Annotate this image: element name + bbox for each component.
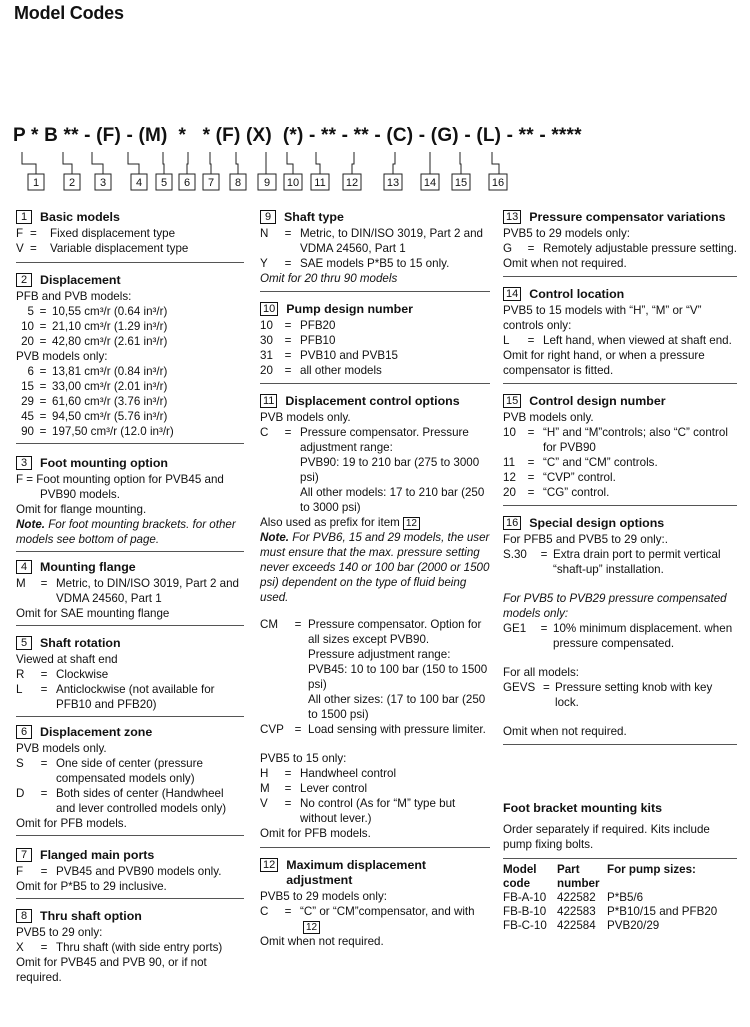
- code-desc: Pressure adjustment range:: [308, 648, 451, 661]
- code-key: CM: [260, 618, 279, 631]
- section-title: Flanged main ports: [40, 848, 155, 862]
- code-key: 20: [503, 486, 516, 499]
- table-cell: PVB20/29: [607, 919, 660, 932]
- table-cell: P*B5/6: [607, 891, 644, 904]
- code-key: S.30: [503, 548, 527, 561]
- section-line: F = Foot mounting option for PVB45 and: [16, 473, 224, 486]
- section-omit: Omit for SAE mounting flange: [16, 607, 170, 620]
- divider: [503, 858, 737, 859]
- section-title: Shaft type: [284, 210, 344, 224]
- code-key: 45: [21, 410, 34, 423]
- code-key: 5: [27, 305, 34, 318]
- code-desc: Pressure compensator. Option for all sizes except PVB90.: [308, 618, 482, 646]
- code-position-number: 16: [491, 177, 505, 189]
- section-displacement: 2 Displacement PFB and PVB models: 5 = 10,55 cm³/r (0.64 in³/r) 10 = 21,10 cm³/r (1.29 in³/r) 20 = 42,80 cm³/r (2.61 in³/r) PVB models only: 6 = 13,81 cm³/r (0.84 in³/r) 15 = 33,00 cm³/r (2.01 in³/r) 29 = 61,60 cm³/r (3.76 in³/r) 45 = 94,50 cm³/r (5.76 in³/r) 90 = 197,50 cm³/r (12.0 in³/r): [16, 273, 244, 439]
- section-omit: Omit for PVB45 and PVB 90, or if not required.: [16, 956, 207, 984]
- code-key: GE1: [503, 622, 527, 635]
- code-key: 15: [21, 380, 34, 393]
- section-omit: Omit for flange mounting.: [16, 503, 147, 516]
- kits-table: [503, 863, 717, 933]
- foot-bracket-kits: [503, 801, 737, 933]
- code-position-number: 7: [207, 177, 215, 189]
- code-desc: Extra drain port to permit vertical “shaft-up” installation.: [553, 548, 721, 576]
- code-key: 90: [21, 425, 34, 438]
- section-number: 3: [16, 456, 32, 470]
- section-number: 14: [503, 287, 521, 301]
- section-omit: Omit when not required.: [260, 935, 384, 948]
- code-desc: “CVP” control.: [543, 471, 616, 484]
- table-header: Model code: [503, 863, 537, 890]
- section-thru-shaft: 8 Thru shaft option PVB5 to 29 only: X = Thru shaft (with side entry ports) Omit for PVB45 and PVB 90, or if not required.: [16, 909, 244, 985]
- section-number: 4: [16, 560, 32, 574]
- column-middle: [260, 210, 490, 949]
- section-title: Pump design number: [286, 302, 413, 316]
- code-desc: “C” or “CM”compensator, and with: [300, 905, 475, 918]
- section-omit: Omit when not required.: [503, 725, 627, 738]
- code-key: V: [260, 797, 268, 810]
- divider: [503, 383, 737, 384]
- section-number: 11: [260, 394, 277, 408]
- section-title: Displacement: [40, 273, 121, 287]
- code-desc: No control (As for “M” type but without lever.): [300, 797, 456, 825]
- code-key: G: [503, 242, 513, 255]
- code-desc: Metric, to DIN/ISO 3019, Part 2 and VDMA 24560, Part 1: [300, 227, 484, 255]
- code-key: M: [16, 577, 26, 590]
- section-number: 9: [260, 210, 276, 224]
- section-intro: PVB5 to 29 models only:: [260, 890, 387, 903]
- section-omit: Omit for PFB models.: [16, 817, 127, 830]
- divider: [503, 505, 737, 506]
- code-desc: All other sizes: (17 to 100 bar (250 to 1500 psi): [308, 693, 486, 721]
- divider: [16, 716, 244, 717]
- code-desc: Thru shaft (with side entry ports): [56, 941, 223, 954]
- section-displacement-control: 11 Displacement control options PVB models only. C = Pressure compensator. Pressure adjustment range: PVB90: 19 to 210 bar (275 to 3000 psi) All other models: 17 to 210 bar (250 to 3000 psi) Also used as prefix for item 12 Note. For PVB6, 15 and 29 models, the user must ensure that the max. pressure setting never exceeds 140 or 100 bar (2000 or 1500 psi) dependent on the type of fluid being used. CM = Pressure compensator. Option for all sizes except PVB90. Pressure adjustment range: PVB45: 10 to 100 bar (150 to 1500 psi) All other sizes: (17 to 100 bar (250 to 1500 psi) CVP = Load sensing with pressure limiter. PVB5 to 15 only: H = Handwheel control M = Lever control V = No control (As for “M” type but without lever.) Omit for PFB models.: [260, 394, 490, 840]
- section-intro: PVB models only.: [260, 411, 351, 424]
- code-position-number: 11: [314, 177, 326, 189]
- divider: [16, 443, 244, 444]
- section-number: 2: [16, 273, 32, 287]
- code-key: 10: [503, 426, 516, 439]
- section-title: Displacement control options: [285, 394, 460, 408]
- code-position-number: 5: [160, 177, 168, 189]
- code-desc: Handwheel control: [300, 767, 397, 780]
- table-cell: P*B10/15 and PFB20: [607, 905, 718, 918]
- code-key: F: [16, 227, 24, 240]
- section-title: Basic models: [40, 210, 120, 224]
- section-number: 15: [503, 394, 521, 408]
- section-control-design-number: 15 Control design number PVB models only. 10 = “H” and “M”controls; also “C” control for PVB90 11 = “C” and “CM” controls. 12 = “CVP” control. 20 = “CG” control.: [503, 394, 737, 500]
- column-left: [16, 210, 244, 985]
- code-position-number: 3: [99, 177, 107, 189]
- code-key: 30: [260, 334, 273, 347]
- code-desc: PFB10: [300, 334, 336, 347]
- section-max-displacement: 12 Maximum displacement adjustment PVB5 to 29 models only: C = “C” or “CM”compensator, and with12 Omit when not required.: [260, 858, 490, 949]
- table-row: [503, 905, 717, 919]
- code-desc: 61,60 cm³/r (3.76 in³/r): [52, 395, 168, 408]
- section-omit: Omit for PFB models.: [260, 827, 371, 840]
- code-key: M: [260, 782, 270, 795]
- code-key: 31: [260, 349, 273, 362]
- section-shaft-type: 9 Shaft type N = Metric, to DIN/ISO 3019, Part 2 and VDMA 24560, Part 1 Y = SAE models P*B5 to 15 only. Omit for 20 thru 90 models: [260, 210, 490, 286]
- code-key: 11: [503, 456, 516, 469]
- code-desc: Metric, to DIN/ISO 3019, Part 2 and VDMA 24560, Part 1: [56, 577, 240, 605]
- code-position-number: 1: [32, 177, 40, 189]
- code-desc: All other models: 17 to 210 bar (250 to 3000 psi): [300, 486, 485, 514]
- section-intro: PVB models only.: [16, 742, 107, 755]
- code-desc: 33,00 cm³/r (2.01 in³/r): [52, 380, 168, 393]
- section-number: 12: [260, 858, 278, 872]
- code-desc: 10% minimum displacement. when pressure compensated.: [553, 622, 733, 650]
- section-omit: Omit for right hand, or when a pressure compensator is fitted.: [503, 349, 705, 377]
- kits-description: Order separately if required. Kits include pump fixing bolts.: [503, 823, 710, 851]
- section-intro: PVB5 to 29 only:: [16, 926, 103, 939]
- section-shaft-rotation: 5 Shaft rotation Viewed at shaft end R = Clockwise L = Anticlockwise (not available for PFB10 and PFB20): [16, 636, 244, 712]
- code-desc: PVB90: 19 to 210 bar (275 to 3000 psi): [300, 456, 480, 484]
- section-pressure-comp-variations: 13 Pressure compensator variations PVB5 to 29 models only: G = Remotely adjustable pressure setting. Omit when not required.: [503, 210, 737, 270]
- table-row: [503, 919, 717, 933]
- code-desc: SAE models P*B5 to 15 only.: [300, 257, 450, 270]
- code-desc: Variable displacement type: [50, 242, 189, 255]
- section-number: 8: [16, 909, 32, 923]
- code-position-number: 14: [423, 177, 437, 189]
- section-number: 13: [503, 210, 521, 224]
- divider: [260, 383, 490, 384]
- table-cell: FB-A-10: [503, 891, 547, 904]
- section-line: PVB90 models.: [40, 488, 120, 501]
- section-intro: PVB5 to 29 models only:: [503, 227, 630, 240]
- code-key: 10: [260, 319, 273, 332]
- section-control-location: 14 Control location PVB5 to 15 models with “H”, “M” or “V” controls only: L = Left hand, when viewed at shaft end. Omit for right hand, or when a pressure compensator is fitted.: [503, 287, 737, 378]
- section-title: Special design options: [529, 516, 665, 530]
- divider: [16, 898, 244, 899]
- code-desc: 42,80 cm³/r (2.61 in³/r): [52, 335, 168, 348]
- code-key: R: [16, 668, 25, 681]
- divider: [260, 291, 490, 292]
- section-omit: Omit for P*B5 to 29 inclusive.: [16, 880, 167, 893]
- section-title: Maximum displacement adjustment: [286, 858, 427, 887]
- section-intro: Viewed at shaft end: [16, 653, 118, 666]
- section-number: 16: [503, 516, 521, 530]
- section-title: Shaft rotation: [40, 636, 121, 650]
- code-key: C: [260, 905, 269, 918]
- section-title: Foot mounting option: [40, 456, 168, 470]
- section-foot-mounting: [16, 456, 244, 547]
- table-header: For pump sizes:: [607, 863, 696, 876]
- divider: [16, 551, 244, 552]
- model-code-string: P * B ** - (F) - (M) * * (F) (X) (*) - ** - ** - (C) - (G) - (L) - ** - ****: [13, 125, 582, 146]
- section-intro: For all models:: [503, 666, 580, 679]
- code-desc: “C” and “CM” controls.: [543, 456, 658, 469]
- code-desc: 197,50 cm³/r (12.0 in³/r): [52, 425, 174, 438]
- note-label: Note.: [260, 531, 289, 544]
- code-desc: PVB10 and PVB15: [300, 349, 398, 362]
- code-key: L: [16, 683, 23, 696]
- section-title: Displacement zone: [40, 725, 153, 739]
- table-cell: 422583: [557, 905, 596, 918]
- section-number: 6: [16, 725, 32, 739]
- section-number: 7: [16, 848, 32, 862]
- code-position-number: 8: [234, 177, 242, 189]
- section-number: 10: [260, 302, 278, 316]
- code-desc: Pressure compensator. Pressure adjustment range:: [300, 426, 469, 454]
- code-position-number: 6: [183, 177, 191, 189]
- code-key: 29: [21, 395, 34, 408]
- section-title: Pressure compensator variations: [529, 210, 726, 224]
- code-key: Y: [260, 257, 268, 270]
- kits-title: Foot bracket mounting kits: [503, 801, 663, 815]
- code-desc: Anticlockwise (not available for PFB10 and PFB20): [56, 683, 215, 711]
- code-desc: Left hand, when viewed at shaft end.: [543, 334, 732, 347]
- code-desc: PVB45 and PVB90 models only.: [56, 865, 222, 878]
- section-intro: PFB and PVB models:: [16, 290, 132, 303]
- note-label: Note.: [16, 518, 45, 531]
- section-omit: Omit when not required.: [503, 257, 627, 270]
- section-title: Mounting flange: [40, 560, 136, 574]
- prefix-text: Also used as prefix for item: [260, 516, 400, 529]
- section-title: Control design number: [529, 394, 666, 408]
- code-desc: Fixed displacement type: [50, 227, 176, 240]
- item-ref-badge: 12: [403, 517, 420, 530]
- code-desc: 10,55 cm³/r (0.64 in³/r): [52, 305, 168, 318]
- code-desc: PFB20: [300, 319, 336, 332]
- code-key: V: [16, 242, 24, 255]
- code-desc: 94,50 cm³/r (5.76 in³/r): [52, 410, 168, 423]
- code-position-number: 13: [386, 177, 400, 189]
- note-text: For foot mounting brackets. for other models see bottom of page.: [16, 518, 236, 546]
- code-position-number: 2: [68, 177, 76, 189]
- table-cell: FB-B-10: [503, 905, 547, 918]
- section-intro: For PVB5 to PVB29 pressure compensated models only:: [503, 592, 727, 620]
- code-key: L: [503, 334, 510, 347]
- table-cell: 422582: [557, 891, 596, 904]
- section-title: Thru shaft option: [40, 909, 142, 923]
- table-cell: FB-C-10: [503, 919, 547, 932]
- column-right: [503, 210, 737, 933]
- divider: [503, 276, 737, 277]
- code-position-number: 9: [263, 177, 271, 189]
- table-row: [503, 891, 717, 905]
- section-pump-design-number: 10 Pump design number 10 = PFB20 30 = PFB10 31 = PVB10 and PVB15 20 = all other models: [260, 302, 490, 378]
- code-desc: PVB45: 10 to 100 bar (150 to 1500 psi): [308, 663, 488, 691]
- code-desc: Pressure setting knob with key lock.: [555, 681, 713, 709]
- code-bracket-diagram: [0, 150, 750, 195]
- section-intro: PVB5 to 15 only:: [260, 752, 347, 765]
- code-desc: “CG” control.: [543, 486, 610, 499]
- code-key: CVP: [260, 723, 284, 736]
- code-position-number: 4: [135, 177, 143, 189]
- page-title: Model Codes: [14, 3, 124, 23]
- code-key: 6: [27, 365, 34, 378]
- code-key: D: [16, 787, 25, 800]
- table-header: Part number: [557, 863, 600, 890]
- code-desc: Load sensing with pressure limiter.: [308, 723, 486, 736]
- section-number: 5: [16, 636, 32, 650]
- code-desc: One side of center (pressure compensated models only): [56, 757, 203, 785]
- section-intro: PVB5 to 15 models with “H”, “M” or “V” controls only:: [503, 304, 702, 332]
- code-key: C: [260, 426, 269, 439]
- section-title: Control location: [529, 287, 625, 301]
- section-intro: For PFB5 and PVB5 to 29 only:.: [503, 533, 668, 546]
- divider: [16, 835, 244, 836]
- section-omit: Omit for 20 thru 90 models: [260, 272, 398, 285]
- table-cell: 422584: [557, 919, 596, 932]
- code-key: H: [260, 767, 269, 780]
- code-key: 12: [503, 471, 516, 484]
- section-number: 1: [16, 210, 32, 224]
- code-key: X: [16, 941, 24, 954]
- code-desc: “H” and “M”controls; also “C” control for PVB90: [543, 426, 728, 454]
- code-desc: Lever control: [300, 782, 368, 795]
- code-key: S: [16, 757, 24, 770]
- code-desc: Remotely adjustable pressure setting.: [543, 242, 737, 255]
- code-key: 20: [21, 335, 34, 348]
- divider: [16, 262, 244, 263]
- code-desc: 13,81 cm³/r (0.84 in³/r): [52, 365, 168, 378]
- code-desc: Both sides of center (Handwheel and lever controlled models only): [56, 787, 227, 815]
- section-displacement-zone: 6 Displacement zone PVB models only. S = One side of center (pressure compensated models only) D = Both sides of center (Handwheel and lever controlled models only) Omit for PFB models.: [16, 725, 244, 831]
- section-flanged-main-ports: 7 Flanged main ports F = PVB45 and PVB90 models only. Omit for P*B5 to 29 inclusive.: [16, 848, 244, 894]
- section-intro: PVB models only:: [16, 350, 108, 363]
- section-intro: PVB models only.: [503, 411, 594, 424]
- code-position-number: 12: [345, 177, 359, 189]
- divider: [503, 744, 737, 745]
- code-key: GEVS: [503, 681, 536, 694]
- code-key: N: [260, 227, 269, 240]
- divider: [260, 847, 490, 848]
- item-ref-badge: 12: [303, 921, 320, 934]
- code-key: 10: [21, 320, 34, 333]
- divider: [16, 625, 244, 626]
- code-position-number: 10: [286, 177, 300, 189]
- code-key: F: [16, 865, 24, 878]
- code-desc: all other models: [300, 364, 382, 377]
- code-key: 20: [260, 364, 273, 377]
- note-text: For PVB6, 15 and 29 models, the user must ensure that the max. pressure setting never exceeds 140 or 100 bar (2000 or 1500 psi) dependent on the type of fluid being used.: [260, 531, 490, 604]
- code-desc: 21,10 cm³/r (1.29 in³/r): [52, 320, 168, 333]
- section-basic-models: 1 Basic models F = Fixed displacement type V = Variable displacement type: [16, 210, 244, 256]
- section-special-design: 16 Special design options For PFB5 and PVB5 to 29 only:. S.30 = Extra drain port to permit vertical “shaft-up” installation. For PVB5 to PVB29 pressure compensated models only: GE1 = 10% minimum displacement. when pressure compensated. For all models: GEVS = Pressure setting knob with key lock. Omit when not required.: [503, 516, 737, 739]
- code-position-number: 15: [454, 177, 468, 189]
- code-desc: Clockwise: [56, 668, 109, 681]
- section-mounting-flange: 4 Mounting flange M = Metric, to DIN/ISO 3019, Part 2 and VDMA 24560, Part 1 Omit for SAE mounting flange: [16, 560, 244, 621]
